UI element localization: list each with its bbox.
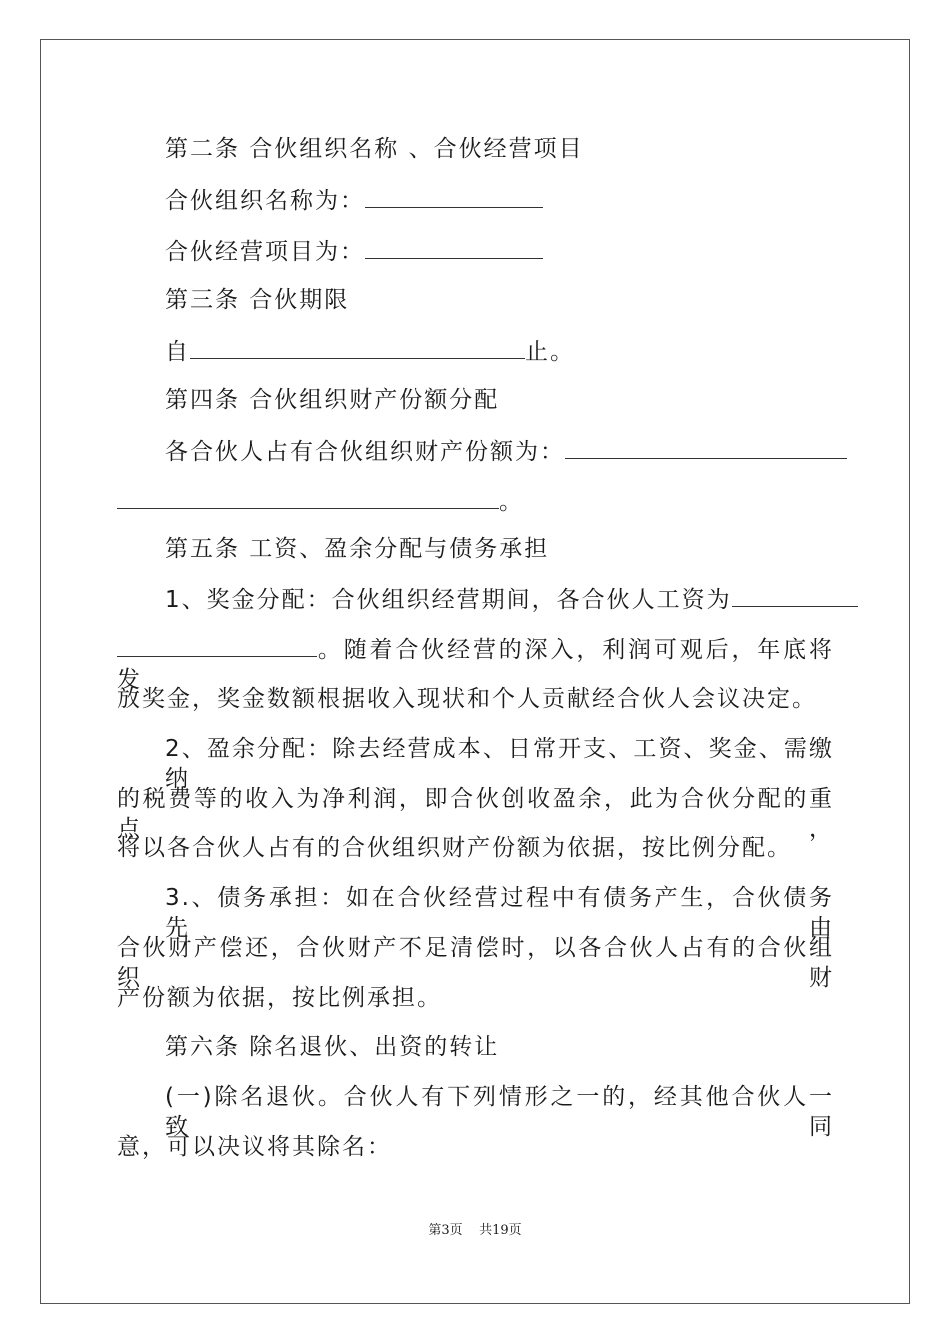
article-6-heading: 第六条 除名退伙、出资的转让: [165, 1034, 500, 1060]
share-line: [165, 436, 847, 467]
share-label: 各合伙人占有合伙组织财产份额为：: [165, 439, 565, 465]
term-line: [165, 336, 575, 367]
bonus-line: [165, 584, 858, 615]
expulsion-text-2: 意，可以决议将其除名：: [117, 1134, 392, 1160]
partnership-name-line: [165, 185, 543, 216]
partnership-name-label: 合伙组织名称为：: [165, 188, 365, 214]
surplus-text-1: 2、盈余分配：除去经营成本、日常开支、工资、奖金、需缴纳: [165, 736, 834, 792]
partnership-name-blank[interactable]: [365, 185, 543, 208]
debt-text-2: 合伙财产偿还，合伙财产不足清偿时，以各合伙人占有的合伙组织财: [117, 935, 834, 991]
term-blank[interactable]: [190, 336, 525, 359]
surplus-text-2: 的税费等的收入为净利润，即合伙创收盈余，此为合伙分配的重点，: [117, 786, 834, 842]
article-3-heading: 第三条 合伙期限: [165, 287, 350, 313]
page-number: 第3页 共19页: [428, 1223, 522, 1238]
bonus-text-2: 。随着合伙经营的深入，利润可观后，年底将发: [117, 637, 834, 693]
share-line-2: [117, 486, 524, 517]
business-item-line: [165, 236, 543, 267]
business-item-label: 合伙经营项目为：: [165, 239, 365, 265]
bonus-text-3: 放奖金，奖金数额根据收入现状和个人贡献经合伙人会议决定。: [117, 686, 817, 712]
article-4-heading: 第四条 合伙组织财产份额分配: [165, 387, 500, 413]
debt-text-3: 产份额为依据，按比例承担。: [117, 985, 442, 1011]
business-item-blank[interactable]: [365, 236, 543, 259]
article-5-heading: 第五条 工资、盈余分配与债务承担: [165, 536, 550, 562]
wage-blank-2[interactable]: [117, 634, 317, 657]
wage-blank-1[interactable]: [732, 584, 858, 607]
term-from-label: 自: [165, 339, 190, 365]
bonus-label: 1、奖金分配：合伙组织经营期间，各合伙人工资为: [165, 587, 732, 613]
article-2-heading: 第二条 合伙组织名称 、合伙经营项目: [165, 136, 584, 162]
expulsion-text-1: (一)除名退伙。合伙人有下列情形之一的，经其他合伙人一致同: [165, 1084, 834, 1140]
term-until-label: 止。: [525, 339, 575, 365]
share-end-mark: 。: [499, 489, 524, 515]
share-blank-1[interactable]: [565, 436, 847, 459]
share-blank-2[interactable]: [117, 486, 499, 509]
surplus-text-3: 将以各合伙人占有的合伙组织财产份额为依据，按比例分配。: [117, 835, 792, 861]
debt-text-1: 3.、债务承担：如在合伙经营过程中有债务产生，合伙债务先由: [165, 885, 834, 941]
